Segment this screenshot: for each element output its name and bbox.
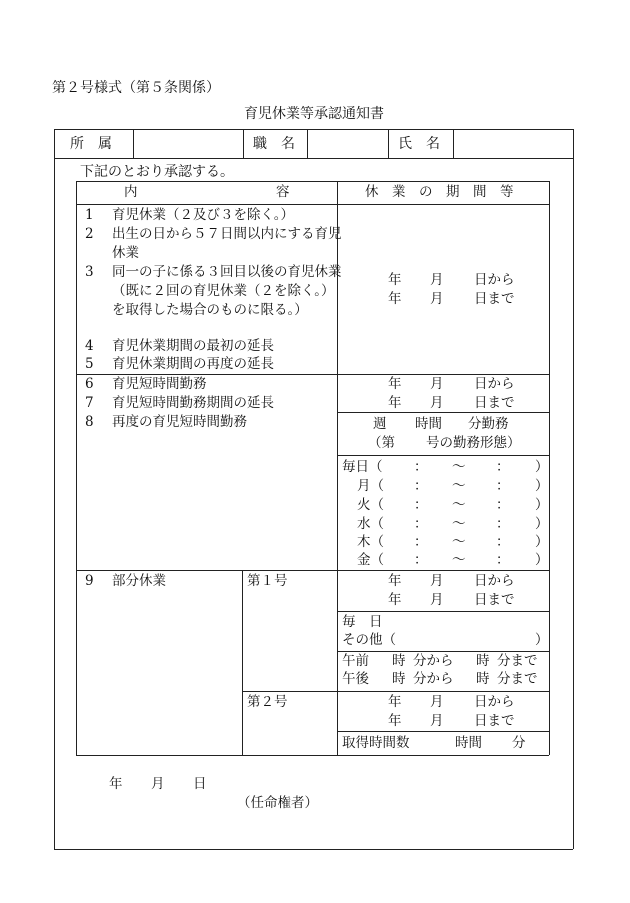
- col-header-content-1: 内: [124, 184, 138, 200]
- s1-from-day: 日から: [474, 272, 515, 288]
- s3-sub2-from-month: 月: [430, 694, 444, 710]
- s3-sub1-from-day: 日から: [474, 573, 515, 589]
- s1-to-month: 月: [430, 291, 444, 307]
- form-label: 第２号様式（第５条関係）: [52, 80, 220, 96]
- s2-from-year: 年: [388, 376, 402, 392]
- s3-sub1-to-year: 年: [388, 592, 402, 608]
- s1-from-month: 月: [430, 272, 444, 288]
- s2-from-month: 月: [430, 376, 444, 392]
- table-header-bottom: [76, 204, 549, 205]
- frame-bottom: [54, 849, 573, 850]
- s3-other-close: ）: [535, 632, 549, 648]
- s2-weekly-minutes: 分勤務: [468, 416, 509, 432]
- s3-divider-a: [337, 611, 549, 612]
- list-item: 8 再度の育児短時間勤務: [85, 414, 247, 430]
- list-item: 5 育児休業期間の再度の延長: [85, 356, 274, 372]
- s2-work-form-close: 号の勤務形態）: [426, 435, 521, 451]
- table-bottom: [76, 755, 549, 756]
- list-item: 2 出生の日から５７日間以内にする育児休業: [85, 226, 342, 261]
- s1-to-day: 日まで: [474, 291, 515, 307]
- pm-row: 午後 時 分から 時 分まで: [342, 671, 538, 687]
- s2-divider-2: [337, 455, 549, 456]
- name-field[interactable]: [454, 130, 572, 157]
- s3-sub2-to-month: 月: [430, 713, 444, 729]
- table-top: [76, 181, 549, 182]
- col-header-period: 休 業 の 期 間 等: [365, 184, 514, 200]
- frame-right: [573, 129, 574, 849]
- schedule-row: 毎日（ ： ～ ： ）: [342, 459, 549, 475]
- table-right: [549, 181, 550, 755]
- s1-to-year: 年: [388, 291, 402, 307]
- s2-weekly-week: 週: [373, 416, 387, 432]
- list-item: 6 育児短時間勤務: [85, 376, 207, 392]
- table-left: [76, 181, 77, 755]
- footer-year: 年: [109, 776, 123, 792]
- s3-other: その他（: [342, 632, 396, 648]
- appointing-authority: （任命権者）: [237, 795, 318, 811]
- position-label: 職 名: [253, 136, 295, 152]
- s3-sub2-from-day: 日から: [474, 694, 515, 710]
- footer-month: 月: [151, 776, 165, 792]
- s2-to-month: 月: [430, 395, 444, 411]
- frame-left: [54, 129, 55, 849]
- s3-sub2-to-day: 日まで: [474, 713, 515, 729]
- s3-sub-divider: [242, 570, 243, 755]
- s3-sub1-label: 第１号: [247, 573, 288, 589]
- document-title: 育児休業等承認通知書: [244, 106, 384, 122]
- header-row-bottom: [54, 158, 573, 159]
- s2-from-day: 日から: [474, 376, 515, 392]
- header-divider: [243, 129, 244, 158]
- s3-divider-c: [337, 731, 549, 732]
- s2-to-day: 日まで: [474, 395, 515, 411]
- am-row: 午前 時 分から 時 分まで: [342, 653, 538, 669]
- s3-sub1-to-month: 月: [430, 592, 444, 608]
- s3-sub-row-divider: [242, 691, 549, 692]
- intro-text: 下記のとおり承認する。: [80, 164, 234, 180]
- s3-hours-unit: 時間: [455, 735, 482, 751]
- affiliation-label: 所 属: [70, 136, 112, 152]
- s3-hours-label: 取得時間数: [342, 735, 410, 751]
- header-divider: [388, 129, 389, 158]
- schedule-row: 木（ ： ～ ： ）: [357, 534, 549, 550]
- s2-weekly-hours: 時間: [415, 416, 442, 432]
- section2-bottom: [76, 570, 549, 571]
- list-item: 7 育児短時間勤務期間の延長: [85, 395, 274, 411]
- s3-sub1-to-day: 日まで: [474, 592, 515, 608]
- s2-divider-1: [337, 412, 549, 413]
- name-label: 氏 名: [398, 136, 440, 152]
- s2-work-form-open: （第: [368, 435, 395, 451]
- s3-sub2-from-year: 年: [388, 694, 402, 710]
- list-item: 4 育児休業期間の最初の延長: [85, 338, 274, 354]
- s3-sub1-from-year: 年: [388, 573, 402, 589]
- schedule-row: 水（ ： ～ ： ）: [357, 516, 549, 532]
- list-item: 3 同一の子に係る３回目以後の育児休業（既に２回の育児休業（２を除く。）を取得した場合のものに限る。）: [85, 264, 342, 318]
- col-header-content-2: 容: [276, 184, 290, 200]
- schedule-row: 月（ ： ～ ： ）: [357, 478, 549, 494]
- s3-daily: 毎 日: [342, 614, 383, 630]
- affiliation-field[interactable]: [134, 130, 242, 157]
- s1-from-year: 年: [388, 272, 402, 288]
- position-field[interactable]: [308, 130, 387, 157]
- s3-minutes-unit: 分: [512, 735, 526, 751]
- schedule-row: 金（ ： ～ ： ）: [357, 552, 549, 568]
- s3-sub2-label: 第２号: [247, 694, 288, 710]
- list-item: 9 部分休業: [85, 573, 166, 589]
- footer-day: 日: [193, 776, 207, 792]
- s2-to-year: 年: [388, 395, 402, 411]
- schedule-row: 火（ ： ～ ： ）: [357, 497, 549, 513]
- s3-sub2-to-year: 年: [388, 713, 402, 729]
- s3-sub1-from-month: 月: [430, 573, 444, 589]
- list-item: 1 育児休業（２及び３を除く。）: [85, 207, 294, 223]
